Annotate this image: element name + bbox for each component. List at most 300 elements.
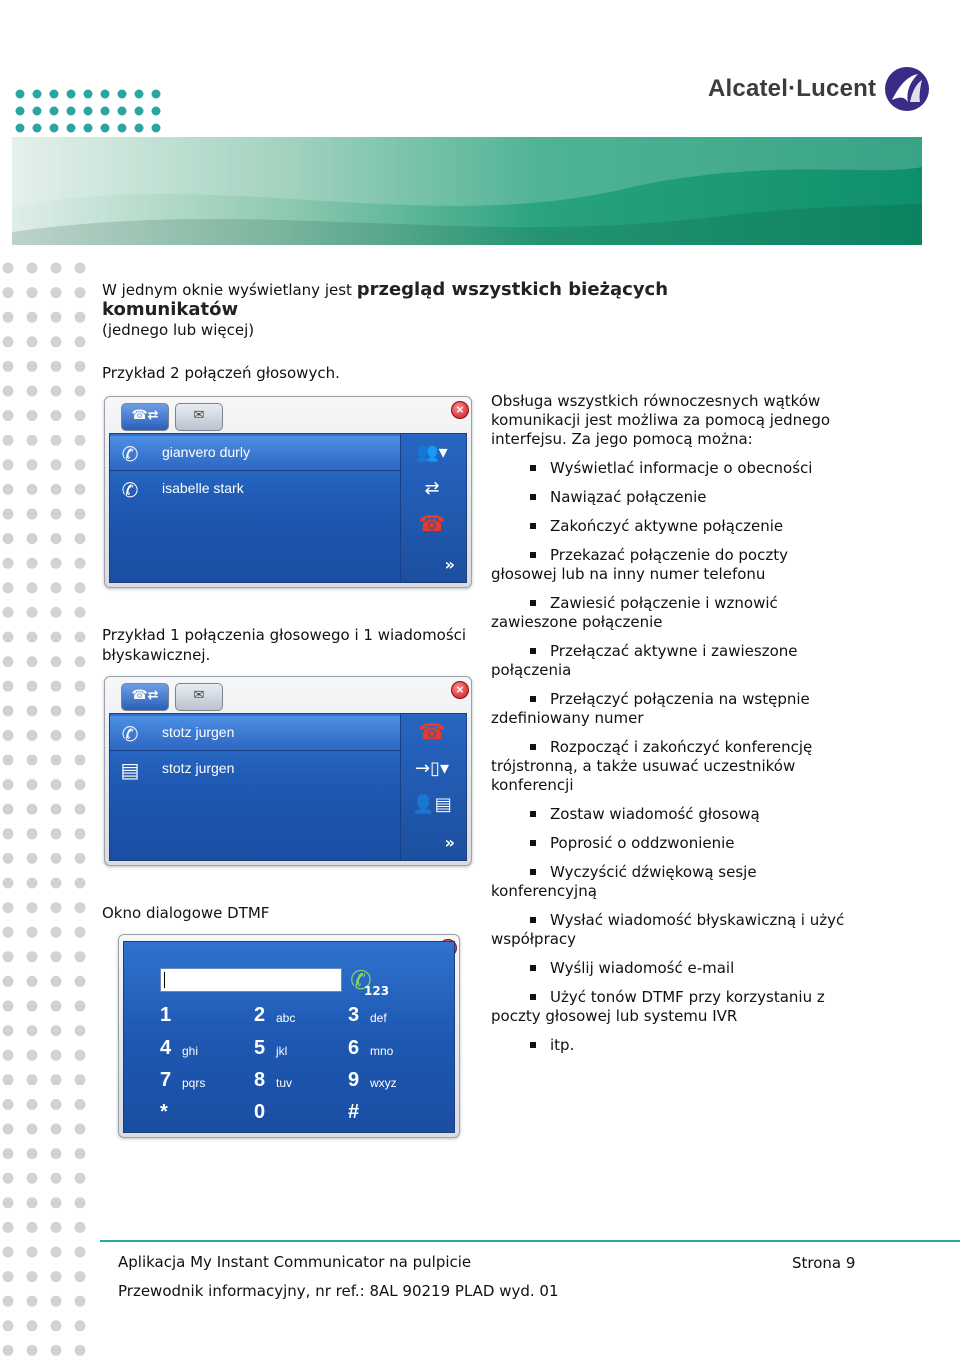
dot <box>51 1025 62 1036</box>
dot <box>3 410 14 421</box>
dot <box>51 755 62 766</box>
dot <box>3 779 14 790</box>
bullet-icon <box>530 696 536 702</box>
dot <box>75 804 86 815</box>
conversation-row[interactable] <box>110 716 400 751</box>
dtmf-dialog <box>118 934 460 1138</box>
feature-item <box>491 488 851 507</box>
dot <box>51 1074 62 1085</box>
dot <box>51 435 62 446</box>
dot <box>51 1222 62 1233</box>
dot <box>51 533 62 544</box>
dot <box>3 435 14 446</box>
key-digit: 5 <box>254 1037 266 1059</box>
dot <box>27 459 38 470</box>
feature-text: Wyczyścić dźwiękową sesje konferencyjną <box>491 863 757 900</box>
feature-item <box>491 834 851 853</box>
dot <box>135 90 144 99</box>
dot <box>50 107 59 116</box>
contact-name: gianvero durly <box>162 444 250 460</box>
dot <box>3 951 14 962</box>
bullet-icon <box>530 965 536 971</box>
dot <box>3 878 14 889</box>
dot <box>51 902 62 913</box>
dot <box>27 902 38 913</box>
dot <box>75 705 86 716</box>
intro-tail: (jednego lub więcej) <box>102 321 255 339</box>
dot <box>3 853 14 864</box>
contact-name: stotz jurgen <box>162 760 235 776</box>
dot <box>51 976 62 987</box>
key-digit: 1 <box>160 1004 172 1026</box>
dot <box>51 1050 62 1061</box>
dtmf-key[interactable] <box>348 1069 438 1097</box>
feature-item <box>491 546 851 584</box>
key-letters: ghi <box>182 1044 199 1058</box>
dot <box>75 410 86 421</box>
dot <box>3 509 14 520</box>
features-list <box>491 459 851 1055</box>
dot <box>27 1124 38 1135</box>
caption-example-1: Przykład 1 połączenia głosowego i 1 wiadomości błyskawicznej. <box>102 626 467 664</box>
conversation-row[interactable] <box>110 752 400 786</box>
features-intro: Obsługa wszystkich równoczesnych wątków komunikacji jest możliwa za pomocą jednego interfejsu. Za jego pomocą można: <box>491 392 831 448</box>
intro-lead: W jednym oknie wyświetlany jest <box>102 281 357 299</box>
dot <box>75 779 86 790</box>
dot <box>51 509 62 520</box>
dot <box>3 828 14 839</box>
dot <box>27 828 38 839</box>
dot <box>27 336 38 347</box>
dot <box>27 976 38 987</box>
dtmf-panel <box>123 941 455 1133</box>
dot <box>75 1050 86 1061</box>
dot <box>33 107 42 116</box>
dot <box>3 607 14 618</box>
dot <box>75 607 86 618</box>
dot <box>16 90 25 99</box>
key-letters: wxyz <box>370 1076 397 1090</box>
dot <box>3 1222 14 1233</box>
dot <box>75 1296 86 1307</box>
dtmf-key[interactable] <box>254 1004 344 1032</box>
voice-call-icon: ✆ <box>121 478 139 502</box>
dot <box>51 1001 62 1012</box>
dot <box>75 1099 86 1110</box>
key-digit: 8 <box>254 1069 266 1091</box>
footer-rule <box>100 1240 960 1242</box>
caption-example-2: Przykład 2 połączeń głosowych. <box>102 364 340 382</box>
dot <box>3 459 14 470</box>
action-sidebar <box>400 714 467 860</box>
dtmf-key[interactable] <box>254 1037 344 1065</box>
dot <box>27 509 38 520</box>
brand-name: Alcatel·Lucent <box>708 75 877 102</box>
dot <box>27 1099 38 1110</box>
dot <box>118 90 127 99</box>
key-digit: 9 <box>348 1069 360 1091</box>
brand-logo <box>708 64 930 114</box>
dot <box>3 705 14 716</box>
feature-item <box>491 738 851 795</box>
dot <box>27 951 38 962</box>
dot <box>16 107 25 116</box>
dot <box>51 410 62 421</box>
dot <box>3 1074 14 1085</box>
key-letters: def <box>370 1011 387 1025</box>
dot <box>75 632 86 643</box>
key-digit: * <box>160 1101 168 1123</box>
dot <box>51 730 62 741</box>
dot <box>51 1099 62 1110</box>
dot <box>75 1025 86 1036</box>
dot <box>51 263 62 274</box>
dot <box>3 1124 14 1135</box>
dot <box>75 1173 86 1184</box>
page-number: Strona 9 <box>792 1254 856 1272</box>
dot <box>27 263 38 274</box>
contact-name: isabelle stark <box>162 480 244 496</box>
voice-call-icon: ✆ <box>121 442 139 466</box>
communicator-window-call-and-im <box>104 676 472 866</box>
dot <box>27 582 38 593</box>
bullet-icon <box>530 1042 536 1048</box>
dot <box>84 124 93 133</box>
chat-icon[interactable]: 👤▤ <box>412 794 452 815</box>
dot <box>16 124 25 133</box>
bullet-icon <box>530 840 536 846</box>
dot <box>51 1197 62 1208</box>
dtmf-key[interactable] <box>160 1069 250 1097</box>
bullet-icon <box>530 917 536 923</box>
feature-text: Przekazać połączenie do poczty głosowej lub na inny numer telefonu <box>491 546 788 583</box>
dot <box>75 1222 86 1233</box>
dot <box>67 107 76 116</box>
dial-phone-icon[interactable]: ✆ <box>350 966 372 996</box>
dot <box>51 1271 62 1282</box>
dot <box>51 779 62 790</box>
dot <box>3 287 14 298</box>
bullet-icon <box>530 744 536 750</box>
feature-item <box>491 594 851 632</box>
dot <box>84 107 93 116</box>
bullet-icon <box>530 523 536 529</box>
tab-calls[interactable]: ☎⇄ <box>121 403 169 431</box>
dot <box>51 632 62 643</box>
dot <box>27 1320 38 1331</box>
dot <box>3 730 14 741</box>
key-digit: 4 <box>160 1037 172 1059</box>
dot <box>3 1320 14 1331</box>
key-digit: 7 <box>160 1069 172 1091</box>
dot <box>101 107 110 116</box>
dot <box>75 312 86 323</box>
bullet-icon <box>530 811 536 817</box>
feature-item <box>491 805 851 824</box>
dot <box>3 804 14 815</box>
dial-badge: 123 <box>364 984 390 998</box>
dot <box>3 632 14 643</box>
dot <box>3 927 14 938</box>
key-letters: tuv <box>276 1076 293 1090</box>
features-column <box>491 392 851 1065</box>
dot <box>75 336 86 347</box>
tab-calls[interactable]: ☎⇄ <box>121 683 169 711</box>
dot <box>3 484 14 495</box>
dot <box>75 287 86 298</box>
dot <box>75 263 86 274</box>
dot <box>27 607 38 618</box>
dot <box>27 730 38 741</box>
dot <box>27 287 38 298</box>
dot <box>3 755 14 766</box>
bullet-icon <box>530 648 536 654</box>
communicator-window-two-calls <box>104 396 472 588</box>
dot <box>27 1271 38 1282</box>
footer-reference: Przewodnik informacyjny, nr ref.: 8AL 90219 PLAD wyd. 01 <box>118 1282 559 1300</box>
dot <box>27 484 38 495</box>
dot <box>51 1345 62 1356</box>
feature-text: Zakończyć aktywne połączenie <box>550 517 784 535</box>
dot <box>3 1050 14 1061</box>
dot <box>152 107 161 116</box>
dot <box>51 927 62 938</box>
dot <box>3 1025 14 1036</box>
dot <box>3 656 14 667</box>
dot <box>3 1271 14 1282</box>
dot <box>67 90 76 99</box>
key-letters: pqrs <box>182 1076 206 1090</box>
dot <box>75 1124 86 1135</box>
dot <box>51 336 62 347</box>
dot <box>51 607 62 618</box>
dot <box>152 90 161 99</box>
dot <box>3 558 14 569</box>
dot <box>27 435 38 446</box>
bullet-icon <box>530 600 536 606</box>
dot <box>51 361 62 372</box>
feature-item <box>491 690 851 728</box>
dot <box>75 951 86 962</box>
dot <box>27 804 38 815</box>
feature-text: Rozpocząć i zakończyć konferencję trójstronną, a także usuwać uczestników konferencji <box>491 738 813 794</box>
dot <box>3 263 14 274</box>
dtmf-key[interactable] <box>160 1101 250 1129</box>
caption-dtmf: Okno dialogowe DTMF <box>102 904 270 922</box>
footer-title: Aplikacja My Instant Communicator na pulpicie <box>118 1253 472 1271</box>
dot <box>75 459 86 470</box>
dot <box>3 1099 14 1110</box>
dot <box>27 1296 38 1307</box>
dot <box>51 853 62 864</box>
mobile-transfer-icon[interactable]: →▯▾ <box>414 758 450 779</box>
dot <box>27 1074 38 1085</box>
dot <box>51 705 62 716</box>
dot <box>3 1001 14 1012</box>
voice-call-icon: ✆ <box>121 722 139 746</box>
dot <box>3 902 14 913</box>
dot <box>51 656 62 667</box>
hang-up-icon[interactable]: ☎ <box>418 512 446 537</box>
key-digit: 3 <box>348 1004 360 1026</box>
dot <box>135 124 144 133</box>
key-digit: 0 <box>254 1101 266 1123</box>
conversation-panel <box>109 713 467 861</box>
tab-messages[interactable]: ✉ <box>175 403 223 431</box>
dtmf-key[interactable] <box>348 1101 438 1129</box>
dot <box>75 828 86 839</box>
intro-highlight: przegląd wszystkich bieżących komunikatów <box>102 279 669 320</box>
tab-messages[interactable]: ✉ <box>175 683 223 711</box>
dtmf-key[interactable] <box>160 1037 250 1065</box>
dot <box>51 386 62 397</box>
key-letters: jkl <box>276 1044 288 1058</box>
dtmf-key[interactable] <box>348 1037 438 1065</box>
dot <box>75 1074 86 1085</box>
close-icon[interactable]: × <box>451 401 469 419</box>
dtmf-key[interactable] <box>254 1101 344 1129</box>
feature-text: Zawiesić połączenie i wznowić zawieszone połączenie <box>491 594 778 631</box>
dtmf-input[interactable] <box>160 968 342 992</box>
dot <box>27 1345 38 1356</box>
dot <box>51 287 62 298</box>
dot <box>75 1320 86 1331</box>
dot <box>75 902 86 913</box>
dot <box>75 386 86 397</box>
dot <box>51 558 62 569</box>
feature-text: Zostaw wiadomość głosową <box>550 805 760 823</box>
feature-item <box>491 959 851 978</box>
dot <box>75 1001 86 1012</box>
more-icon[interactable]: » <box>444 833 455 852</box>
header-banner <box>12 137 922 245</box>
feature-item <box>491 459 851 478</box>
bullet-icon <box>530 465 536 471</box>
dot <box>27 1247 38 1258</box>
dot <box>51 1320 62 1331</box>
intro-paragraph <box>102 280 802 340</box>
dot <box>27 312 38 323</box>
dot <box>3 336 14 347</box>
more-icon[interactable]: » <box>444 555 455 574</box>
dot <box>27 1222 38 1233</box>
dot <box>51 828 62 839</box>
dot <box>3 681 14 692</box>
dot <box>27 681 38 692</box>
dot <box>135 107 144 116</box>
dot <box>51 312 62 323</box>
bullet-icon <box>530 869 536 875</box>
dtmf-key[interactable] <box>348 1004 438 1032</box>
dot <box>27 755 38 766</box>
feature-text: Wysłać wiadomość błyskawiczną i użyć współpracy <box>491 911 845 948</box>
feature-text: Wyświetlać informacje o obecności <box>550 459 813 477</box>
dot <box>75 1271 86 1282</box>
dtmf-key[interactable] <box>254 1069 344 1097</box>
dot <box>84 90 93 99</box>
feature-text: Wyślij wiadomość e-mail <box>550 959 735 977</box>
conference-icon[interactable]: 👥▾ <box>416 442 448 463</box>
feature-item <box>491 517 851 536</box>
feature-text: Przełączać aktywne i zawieszone połączenia <box>491 642 798 679</box>
hang-up-icon[interactable]: ☎ <box>418 720 446 745</box>
dot <box>27 1001 38 1012</box>
dot <box>67 124 76 133</box>
conversation-row[interactable] <box>110 472 400 506</box>
dot <box>51 878 62 889</box>
feature-text: Nawiązać połączenie <box>550 488 707 506</box>
close-icon[interactable]: × <box>451 681 469 699</box>
dot <box>75 361 86 372</box>
dot <box>33 90 42 99</box>
conversation-row[interactable] <box>110 436 400 471</box>
dot <box>75 730 86 741</box>
dot <box>33 124 42 133</box>
bullet-icon <box>530 994 536 1000</box>
dtmf-key[interactable] <box>160 1004 250 1032</box>
conversation-panel <box>109 433 467 583</box>
dot <box>3 386 14 397</box>
dot <box>75 435 86 446</box>
dot <box>3 1173 14 1184</box>
dot <box>27 1173 38 1184</box>
feature-text: Poprosić o oddzwonienie <box>550 834 735 852</box>
dot <box>75 1345 86 1356</box>
dot <box>51 681 62 692</box>
dot <box>51 1296 62 1307</box>
dot <box>118 107 127 116</box>
dot <box>27 410 38 421</box>
dot <box>75 1197 86 1208</box>
dot <box>3 1345 14 1356</box>
dot <box>27 533 38 544</box>
dot <box>27 1197 38 1208</box>
key-letters: abc <box>276 1011 296 1025</box>
dot <box>3 582 14 593</box>
dot <box>51 459 62 470</box>
key-letters: mno <box>370 1044 394 1058</box>
dot <box>3 312 14 323</box>
dot <box>75 927 86 938</box>
feature-text: Użyć tonów DTMF przy korzystaniu z poczty głosowej lub systemu IVR <box>491 988 825 1025</box>
dot <box>75 681 86 692</box>
decorative-dot-column <box>0 258 92 1367</box>
feature-item <box>491 863 851 901</box>
dot <box>75 509 86 520</box>
dot <box>50 90 59 99</box>
dot <box>27 878 38 889</box>
dot <box>75 1148 86 1159</box>
dot <box>75 582 86 593</box>
dot <box>3 1247 14 1258</box>
dot <box>3 533 14 544</box>
action-sidebar <box>400 434 467 582</box>
feature-text: Przełączyć połączenia na wstępnie zdefiniowany numer <box>491 690 810 727</box>
dot <box>3 1148 14 1159</box>
bullet-icon <box>530 494 536 500</box>
dot <box>27 1050 38 1061</box>
dot <box>51 1247 62 1258</box>
feature-item <box>491 1036 851 1055</box>
contact-name: stotz jurgen <box>162 724 235 740</box>
dot <box>27 361 38 372</box>
dot <box>75 533 86 544</box>
message-icon: ▤ <box>120 758 140 782</box>
transfer-icon[interactable]: ⇄ <box>424 478 440 499</box>
dot <box>75 878 86 889</box>
dot <box>101 124 110 133</box>
key-digit: 2 <box>254 1004 266 1026</box>
